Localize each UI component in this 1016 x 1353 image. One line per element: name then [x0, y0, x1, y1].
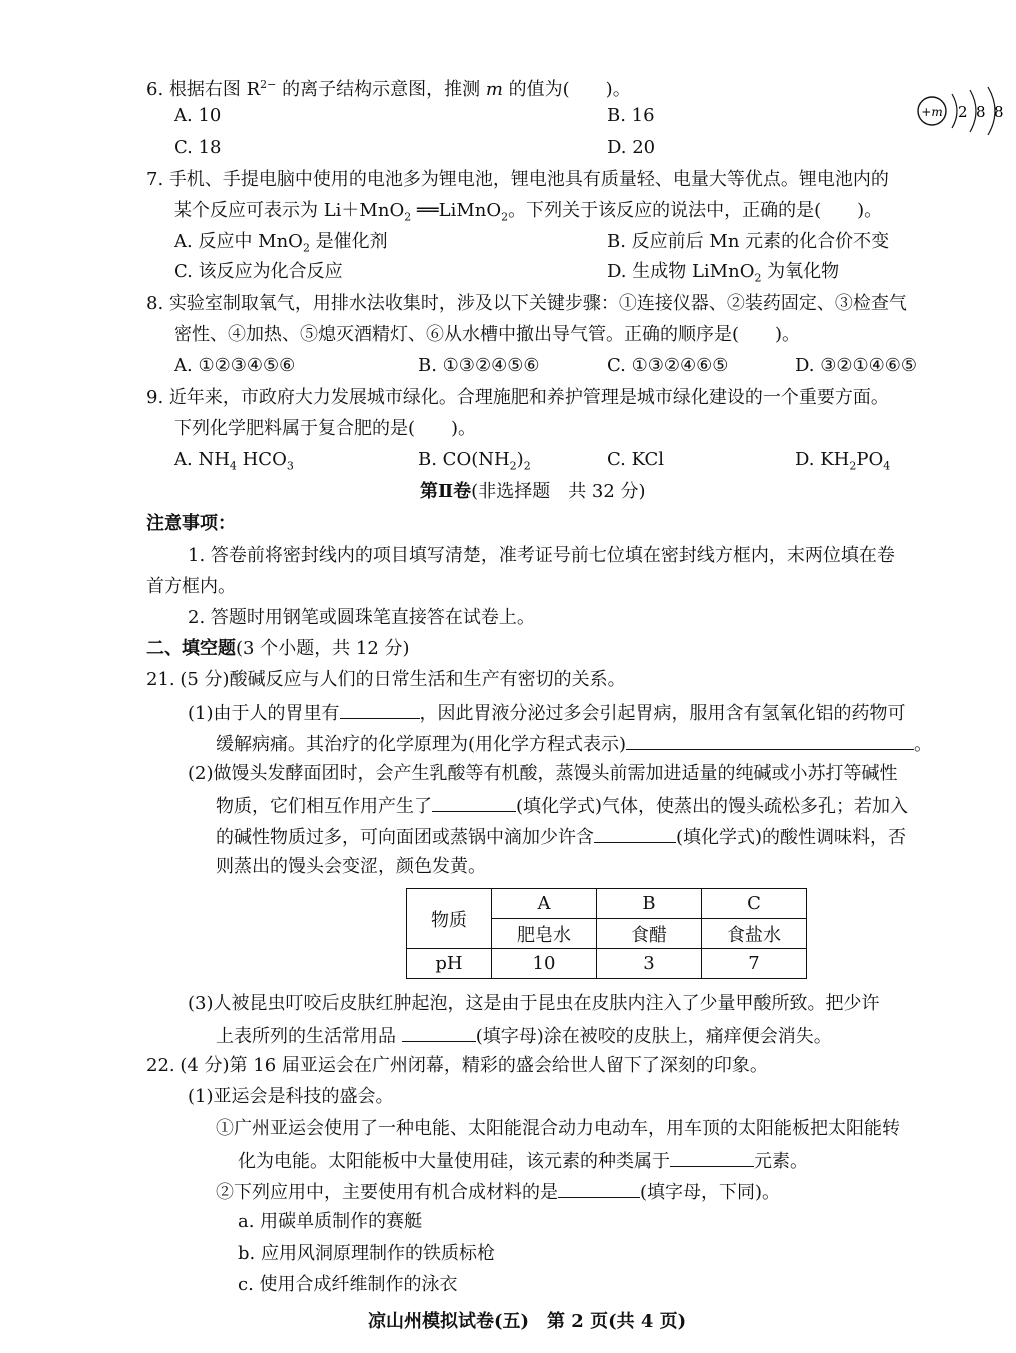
answer-blank[interactable] [670, 1148, 754, 1167]
shell-arc-1 [952, 94, 957, 128]
q21-part2-line4: 则蒸出的馒头会变涩，颜色发黄。 [216, 856, 486, 877]
q7-option-a: A. 反应中 MnO$_2$ 是催化剂 [174, 231, 388, 255]
q8-stem-line1: 8. 实验室制取氧气，用排水法收集时，涉及以下关键步骤：①连接仪器、②装药固定、③检查气 [146, 293, 907, 314]
q21-title: 21. (5 分)酸碱反应与人们的日常生活和生产有密切的关系。 [146, 669, 626, 690]
q21-part2-line3: 的碱性物质过多，可向面团或蒸锅中滴加少许含 (填化学式)的酸性调味料，否 [216, 824, 906, 850]
answer-blank[interactable] [558, 1179, 640, 1198]
q22-sub2: ②下列应用中，主要使用有机合成材料的是 (填字母，下同)。 [216, 1179, 780, 1205]
q8-option-b: B. ①③②④⑤⑥ [418, 355, 540, 376]
part2-heading: 二、填空题(3 个小题，共 12 分) [146, 638, 410, 659]
table-ph-b: 3 [597, 949, 702, 979]
answer-blank[interactable] [594, 824, 676, 843]
table-name-b: 食醋 [597, 919, 702, 949]
q6-option-b: B. 16 [607, 105, 655, 126]
answer-blank[interactable] [626, 731, 914, 750]
table-ph-a: 10 [492, 949, 597, 979]
table-letter-b: B [597, 889, 702, 919]
q7-option-c: C. 该反应为化合反应 [174, 261, 343, 282]
table-ph-label: pH [407, 949, 492, 979]
q8-option-d: D. ③②①④⑥⑤ [795, 355, 918, 376]
q22-item-c: c. 使用合成纤维制作的泳衣 [238, 1274, 458, 1295]
q9-stem-line2: 下列化学肥料属于复合肥的是( )。 [174, 418, 477, 439]
ion-structure-diagram [912, 86, 1012, 136]
q22-title: 22. (4 分)第 16 届亚运会在广州闭幕，精彩的盛会给世人留下了深刻的印象。 [146, 1055, 768, 1076]
shell-electrons-3: 8 [994, 103, 1004, 121]
table-letter-a: A [492, 889, 597, 919]
q21-part3-line2: 上表所列的生活常用品 (填字母)涂在被咬的皮肤上，痛痒便会消失。 [216, 1023, 832, 1049]
q22-item-b: b. 应用风洞原理制作的铁质标枪 [238, 1243, 495, 1264]
q6-option-a: A. 10 [174, 105, 222, 126]
table-letter-c: C [702, 889, 807, 919]
q21-part2-line2: 物质，它们相互作用产生了 (填化学式)气体，使蒸出的馒头疏松多孔；若加入 [216, 793, 908, 819]
note-1-line2: 首方框内。 [146, 576, 236, 597]
q22-item-a: a. 用碳单质制作的赛艇 [238, 1211, 423, 1232]
note-2: 2. 答题时用钢笔或圆珠笔直接答在试卷上。 [188, 607, 535, 628]
q21-part1-line2: 缓解病痛。其治疗的化学原理为(用化学方程式表示) 。 [216, 731, 932, 757]
q7-option-d: D. 生成物 LiMnO$_2$ 为氧化物 [607, 261, 840, 285]
table-ph-c: 7 [702, 949, 807, 979]
ph-table [406, 888, 807, 979]
q21-part3-line1: (3)人被昆虫叮咬后皮肤红肿起泡，这是由于昆虫在皮肤内注入了少量甲酸所致。把少许 [188, 993, 880, 1014]
q22-sub1-line2: 化为电能。太阳能板中大量使用硅，该元素的种类属于 元素。 [238, 1148, 808, 1174]
q9-option-b: B. $CO(NH_2)_2$ [418, 449, 531, 473]
q22-part1: (1)亚运会是科技的盛会。 [188, 1086, 394, 1107]
q22-sub1-line1: ①广州亚运会使用了一种电能、太阳能混合动力电动车，用车顶的太阳能板把太阳能转 [216, 1118, 900, 1139]
nucleus-charge: +m [921, 105, 943, 119]
answer-blank[interactable] [340, 700, 420, 719]
q21-part2-line1: (2)做馒头发酵面团时，会产生乳酸等有机酸，蒸馒头前需加进适量的纯碱或小苏打等碱性 [188, 763, 898, 784]
q7-stem-line1: 7. 手机、手提电脑中使用的电池多为锂电池，锂电池具有质量轻、电量大等优点。锂电池内的 [146, 169, 889, 190]
q7-option-b: B. 反应前后 Mn 元素的化合价不变 [607, 231, 890, 252]
note-1-line1: 1. 答卷前将密封线内的项目填写清楚，准考证号前七位填在密封线方框内，末两位填在卷 [188, 545, 895, 566]
q9-option-a: A. $NH_4$ $HCO_3$ [174, 449, 294, 473]
q7-stem-line2: 某个反应可表示为 Li＋MnO$_2$ ══LiMnO$_2$。下列关于该反应的说法中，正确的是( )。 [174, 200, 883, 224]
q9-option-c: C. KCl [607, 449, 665, 470]
table-name-c: 食盐水 [702, 919, 807, 949]
q6-option-c: C. 18 [174, 137, 222, 158]
shell-electrons-2: 8 [976, 103, 986, 121]
page-footer: 凉山州模拟试卷(五) 第 2 页(共 4 页) [368, 1311, 687, 1332]
q9-stem-line1: 9. 近年来，市政府大力发展城市绿化。合理施肥和养护管理是城市绿化建设的一个重要方面。 [146, 387, 889, 408]
table-name-a: 肥皂水 [492, 919, 597, 949]
answer-blank[interactable] [402, 1023, 476, 1042]
q8-option-a: A. ①②③④⑤⑥ [174, 355, 296, 376]
q9-option-d: D. $KH_2PO_4$ [795, 449, 891, 473]
q6-option-d: D. 20 [607, 137, 656, 158]
answer-blank[interactable] [432, 793, 516, 812]
shell-electrons-1: 2 [958, 103, 968, 121]
section-title: 第Ⅱ卷(非选择题 共 32 分) [420, 481, 646, 502]
q8-stem-line2: 密性、④加热、⑤熄灭酒精灯、⑥从水槽中撤出导气管。正确的顺序是( )。 [174, 324, 801, 345]
q8-option-c: C. ①③②④⑥⑤ [607, 355, 729, 376]
notes-heading: 注意事项： [146, 513, 236, 534]
table-header-label: 物质 [407, 889, 492, 949]
q6-stem: 6. 根据右图 $R^{2-}$ 的离子结构示意图，推测 m 的值为( )。 [146, 78, 631, 100]
q21-part1-line1: (1)由于人的胃里有 ，因此胃液分泌过多会引起胃病，服用含有氢氧化铝的药物可 [188, 700, 906, 726]
